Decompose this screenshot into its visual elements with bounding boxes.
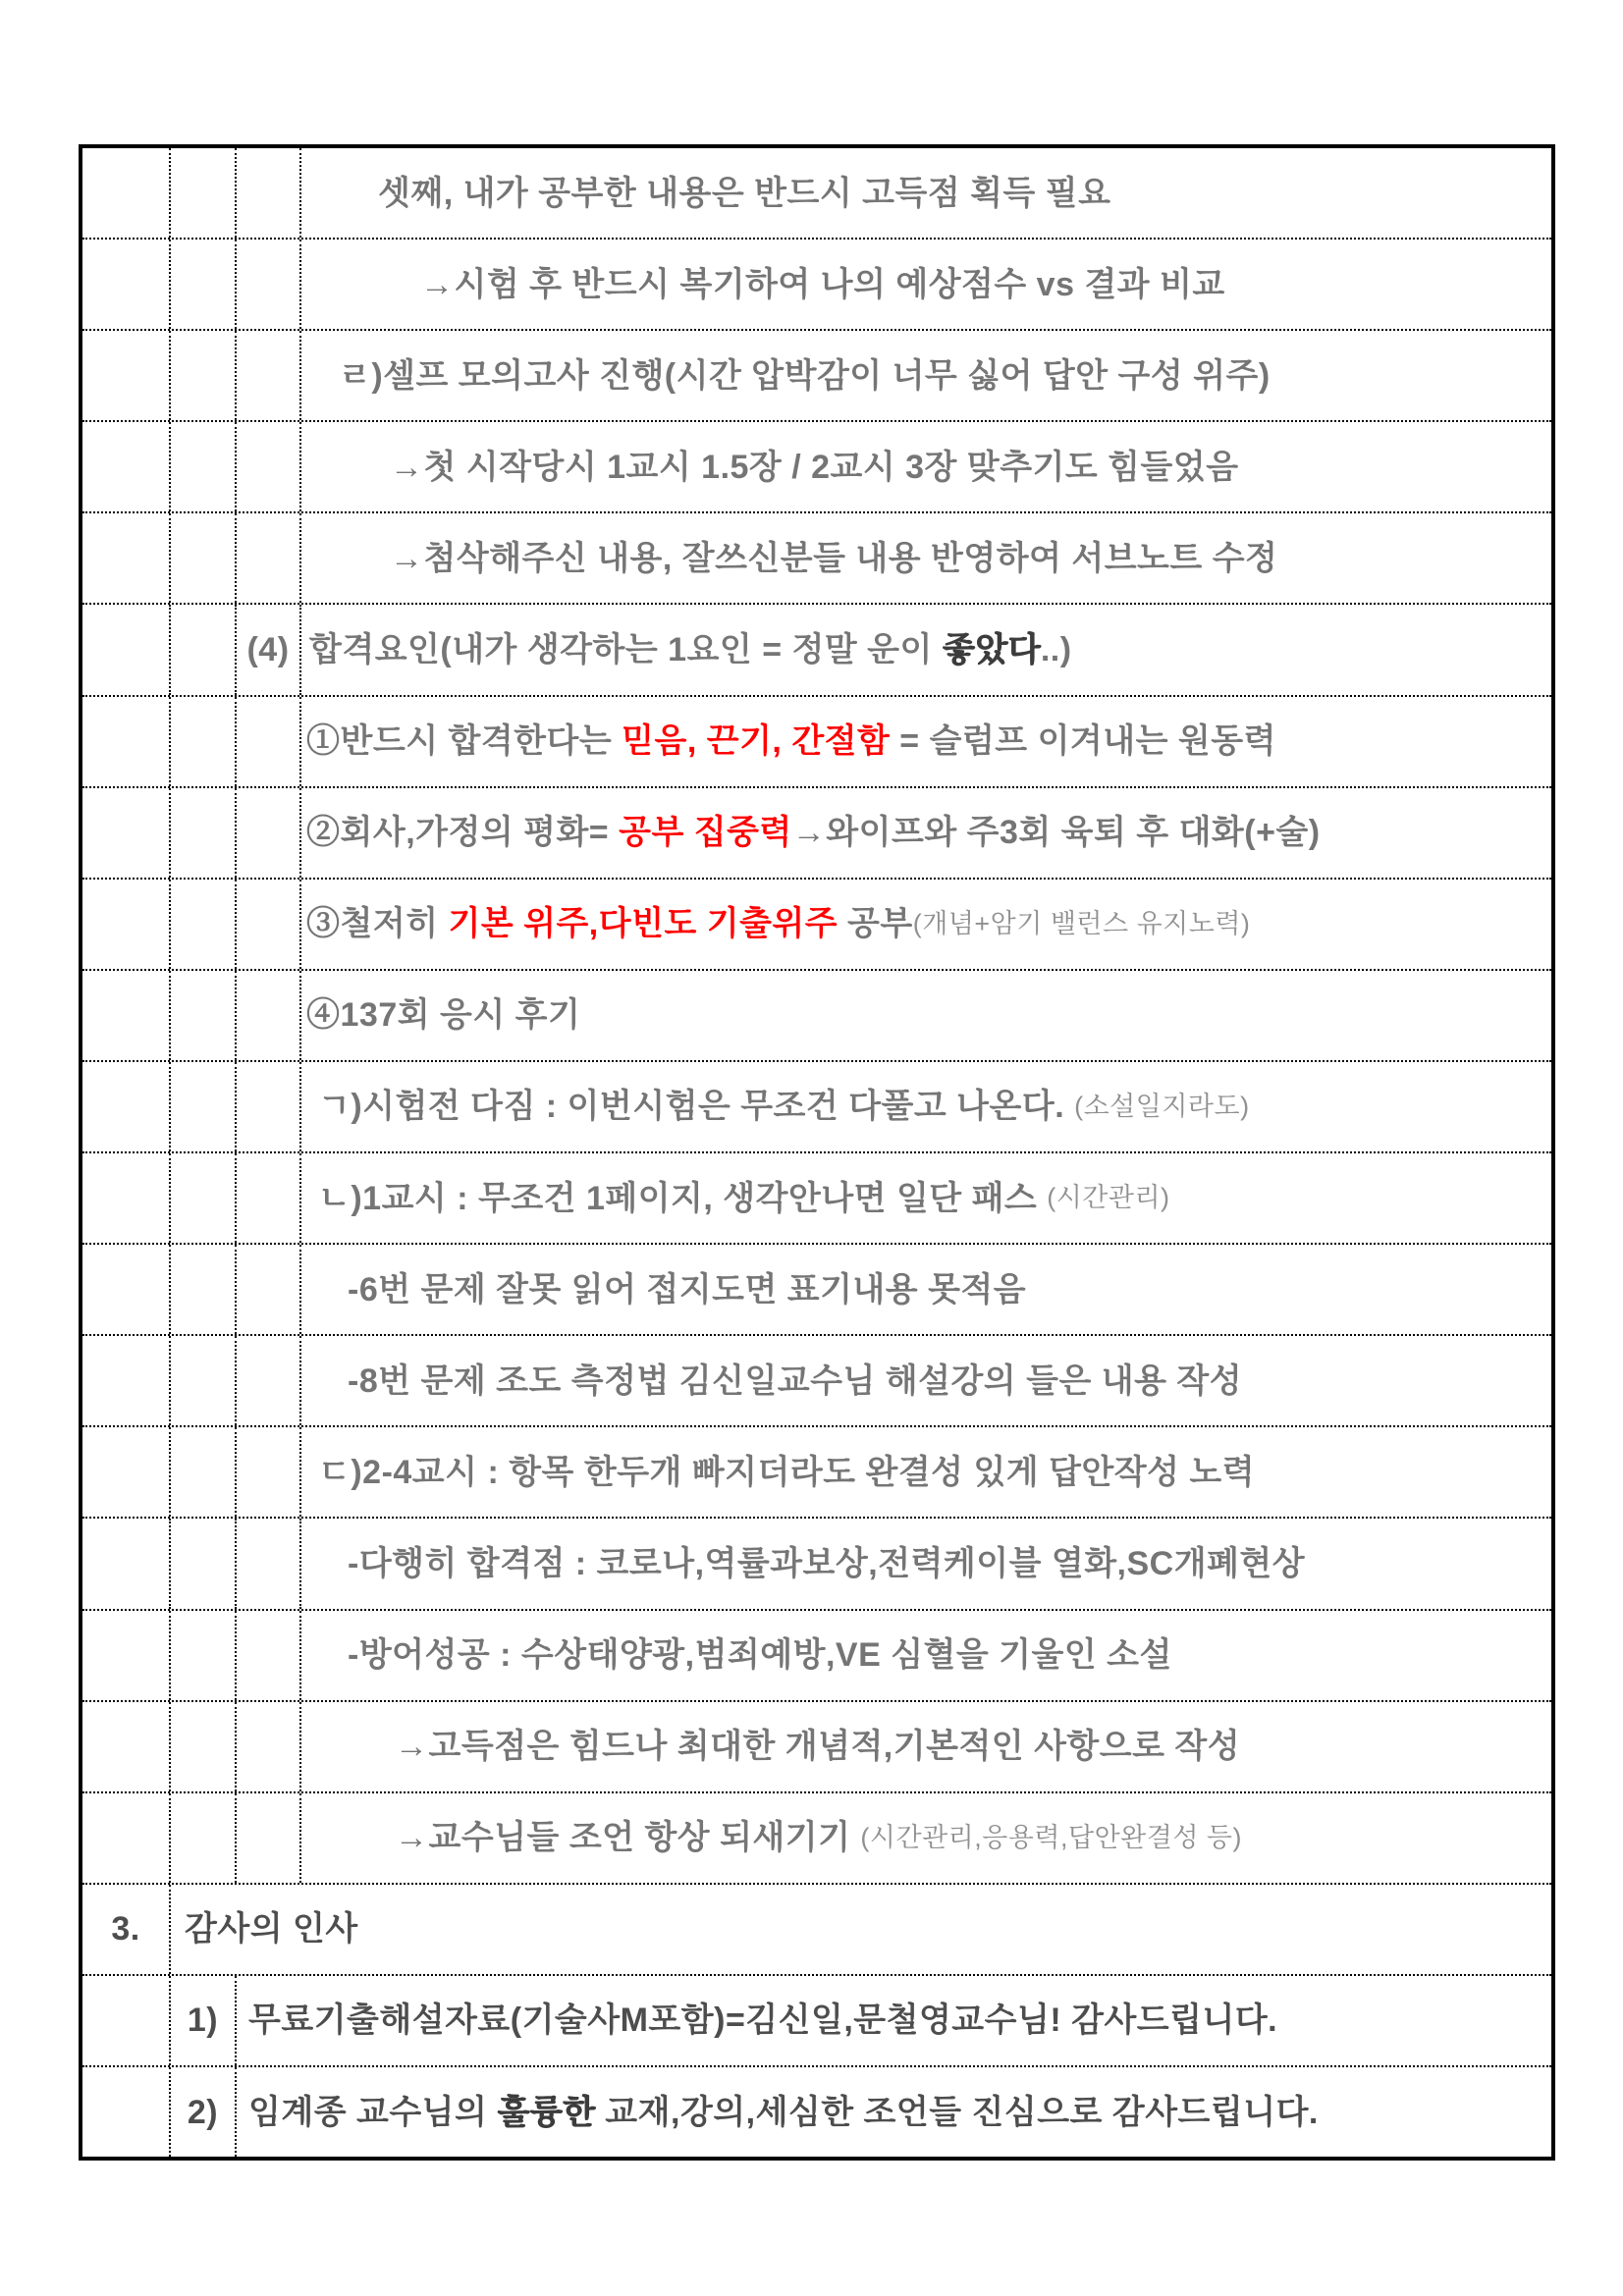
row-number: 3. (111, 1910, 140, 1949)
table-row (82, 1791, 1551, 1883)
text-segment: 임계종 교수님의 (248, 2093, 498, 2131)
text-segment: (개념+암기 밸런스 유지노력) (912, 908, 1251, 938)
row-number-cell (171, 880, 237, 969)
row-number-cell (171, 1153, 237, 1243)
row-content (301, 1611, 1551, 1700)
row-number-cell (237, 1153, 301, 1243)
row-number-cell (171, 1702, 237, 1791)
row-number-cell (82, 1062, 171, 1151)
text-segment: ㄹ)셀프 모의고사 진행(시간 압박감이 너무 싫어 답안 구성 위주) (339, 356, 1271, 395)
text-segment: 믿음, 끈기, 간절함 (622, 722, 891, 761)
row-number-cell (171, 697, 237, 786)
table-row (82, 1609, 1551, 1700)
table-row (82, 511, 1551, 603)
table-row (82, 1883, 1551, 1974)
table-row (82, 1243, 1551, 1334)
row-number-cell (171, 1611, 237, 1700)
row-number-cell (171, 513, 237, 603)
row-number-cell (237, 971, 301, 1060)
text-segment: (시간관리,응용력,답안완결성 등) (860, 1822, 1242, 1852)
text-segment: (시간관리) (1047, 1183, 1170, 1213)
text-segment: 기본 위주,다빈도 기출위주 (448, 905, 839, 943)
text-segment: →고득점은 힘드나 최대한 개념적,기본적인 사항으로 작성 (395, 1728, 1241, 1766)
row-number-cell (82, 422, 171, 511)
row-content (301, 513, 1551, 603)
text-segment: 훌륭한 (497, 2093, 596, 2131)
table-row (82, 238, 1551, 329)
text-segment: 셋째, 내가 공부한 내용은 반드시 고득점 획득 필요 (378, 174, 1111, 212)
table-row (82, 1425, 1551, 1517)
row-number-cell (237, 605, 301, 694)
row-number-cell (82, 1153, 171, 1243)
table-row (82, 969, 1551, 1060)
row-number-cell (171, 331, 237, 420)
row-number-cell (82, 1519, 171, 1608)
row-content (301, 1427, 1551, 1517)
text-segment: →교수님들 조언 항상 되새기기 (395, 1819, 861, 1857)
row-number-cell (82, 1336, 171, 1425)
table-row (82, 148, 1551, 238)
row-number-cell (237, 1062, 301, 1151)
table-row (82, 1517, 1551, 1608)
table-row (82, 1060, 1551, 1151)
table-row (82, 420, 1551, 511)
text-segment: 감사의 인사 (185, 1910, 358, 1949)
table-row (82, 878, 1551, 969)
row-number-cell (237, 697, 301, 786)
table-row (82, 1700, 1551, 1791)
row-number-cell (171, 971, 237, 1060)
row-number-cell (82, 148, 171, 238)
row-number-cell (82, 1427, 171, 1517)
row-number-cell (82, 1793, 171, 1883)
text-segment: -방어성공 : 수상태양광,범죄예방,VE 심혈을 기울인 소설 (348, 1636, 1172, 1675)
row-content (301, 880, 1551, 969)
row-content (301, 1245, 1551, 1334)
row-number-cell (82, 971, 171, 1060)
row-content (301, 1153, 1551, 1243)
row-content (301, 422, 1551, 511)
row-number-cell (171, 1062, 237, 1151)
row-content (301, 971, 1551, 1060)
table-row (82, 786, 1551, 878)
row-number-cell (171, 1245, 237, 1334)
row-number-cell (237, 331, 301, 420)
row-number-cell (237, 1519, 301, 1608)
row-content (301, 1793, 1551, 1883)
row-number-cell (237, 880, 301, 969)
table-row (82, 2065, 1551, 2157)
row-content (301, 240, 1551, 329)
text-segment: (소설일지라도) (1074, 1091, 1250, 1121)
table-row (82, 1334, 1551, 1425)
text-segment: = 슬럼프 이겨내는 원동력 (890, 722, 1276, 761)
text-segment: 교재,강의,세심한 조언들 진심으로 감사드립니다. (595, 2093, 1319, 2131)
row-number-cell (237, 1245, 301, 1334)
text-segment: 공부 (838, 905, 913, 943)
text-segment: -8번 문제 조도 측정법 김신일교수님 해설강의 들은 내용 작성 (348, 1362, 1243, 1400)
text-segment: 합격요인(내가 생각하는 1요인 = 정말 운이 (309, 631, 943, 669)
row-number-cell (237, 1702, 301, 1791)
text-segment: ③철저히 (306, 905, 449, 943)
row-number-cell (237, 1336, 301, 1425)
table-row (82, 1151, 1551, 1243)
row-number-cell (82, 1245, 171, 1334)
row-number-cell (171, 1427, 237, 1517)
row-number-cell (82, 605, 171, 694)
row-number-cell (171, 1793, 237, 1883)
row-number: 1) (187, 2002, 219, 2040)
text-segment: 좋았다 (942, 631, 1041, 669)
row-content (301, 605, 1551, 694)
text-segment: ..) (1040, 631, 1072, 669)
row-number: (4) (246, 631, 290, 669)
row-number-cell (82, 1702, 171, 1791)
row-number-cell (237, 513, 301, 603)
row-number-cell (171, 1976, 237, 2065)
text-segment: ④137회 응시 후기 (306, 996, 581, 1035)
row-content (237, 2067, 1551, 2157)
row-number-cell (237, 148, 301, 238)
row-content (301, 1336, 1551, 1425)
text-segment: ㄷ)2-4교시 : 항목 한두개 빠지더라도 완결성 있게 답안작성 노력 (318, 1453, 1256, 1491)
row-number-cell (237, 1793, 301, 1883)
row-content (301, 788, 1551, 878)
row-number-cell (171, 2067, 237, 2157)
text-segment: 공부 집중력 (619, 814, 792, 852)
row-number-cell (82, 880, 171, 969)
table-row (82, 603, 1551, 694)
row-number-cell (82, 331, 171, 420)
row-number: 2) (187, 2093, 219, 2131)
row-number-cell (237, 240, 301, 329)
row-number-cell (237, 788, 301, 878)
text-segment: →첫 시작당시 1교시 1.5장 / 2교시 3장 맞추기도 힘들었음 (390, 448, 1239, 486)
row-content (301, 1702, 1551, 1791)
row-number-cell (82, 1885, 171, 1974)
row-number-cell (171, 1336, 237, 1425)
row-number-cell (237, 1427, 301, 1517)
text-segment: -6번 문제 잘못 읽어 접지도면 표기내용 못적음 (348, 1270, 1027, 1308)
table-row (82, 695, 1551, 786)
row-number-cell (171, 605, 237, 694)
row-content (301, 697, 1551, 786)
row-number-cell (171, 240, 237, 329)
row-number-cell (82, 513, 171, 603)
row-number-cell (171, 422, 237, 511)
row-content (237, 1976, 1551, 2065)
row-number-cell (82, 2067, 171, 2157)
text-segment: ㄴ)1교시 : 무조건 1페이지, 생각안나면 일단 패스 (318, 1179, 1048, 1217)
row-number-cell (171, 148, 237, 238)
table-row (82, 1974, 1551, 2065)
row-number-cell (237, 1611, 301, 1700)
row-number-cell (171, 788, 237, 878)
text-segment: ①반드시 합격한다는 (306, 722, 622, 761)
text-segment: 무료기출해설자료(기술사M포함)=김신일,문철영교수님! 감사드립니다. (248, 2002, 1278, 2040)
text-segment: ②회사,가정의 평화= (306, 814, 620, 852)
row-number-cell (171, 1519, 237, 1608)
text-segment: →와이프와 주3회 육퇴 후 대화(+술) (791, 814, 1321, 852)
text-segment: ㄱ)시험전 다짐 : 이번시험은 무조건 다풀고 나온다. (318, 1088, 1075, 1126)
row-number-cell (82, 788, 171, 878)
row-content (301, 331, 1551, 420)
text-segment: -다행히 합격점 : 코로나,역률과보상,전력케이블 열화,SC개폐현상 (348, 1544, 1306, 1582)
row-content (301, 148, 1551, 238)
row-number-cell (82, 697, 171, 786)
text-segment: →시험 후 반드시 복기하여 나의 예상점수 vs 결과 비교 (420, 265, 1225, 303)
row-number-cell (82, 1976, 171, 2065)
row-content (171, 1885, 1551, 1974)
table-row (82, 329, 1551, 420)
row-number-cell (237, 422, 301, 511)
document-table (79, 144, 1555, 2161)
row-content (301, 1062, 1551, 1151)
row-number-cell (82, 240, 171, 329)
row-number-cell (82, 1611, 171, 1700)
text-segment: →첨삭해주신 내용, 잘쓰신분들 내용 반영하여 서브노트 수정 (390, 539, 1278, 577)
row-content (301, 1519, 1551, 1608)
